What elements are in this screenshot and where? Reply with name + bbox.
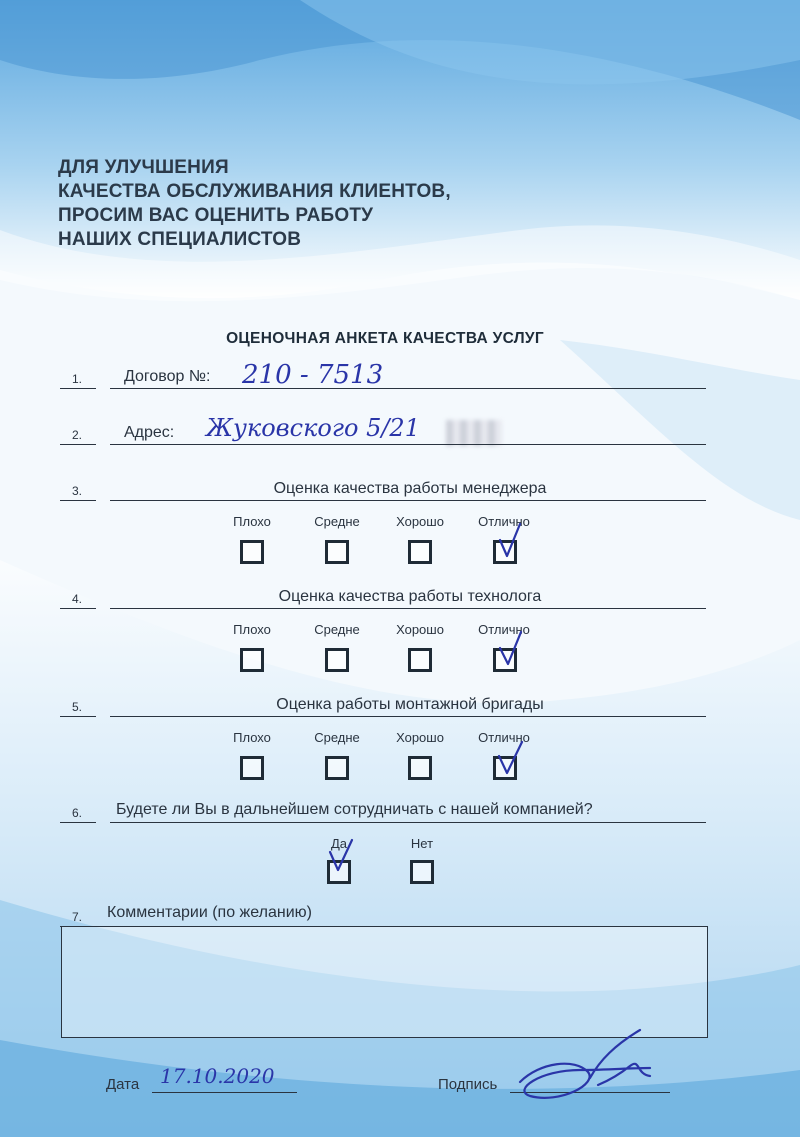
option-label: Плохо (233, 730, 271, 745)
number-underline (60, 388, 96, 389)
question-underline (110, 716, 706, 717)
checkbox-manager-bad[interactable] (240, 540, 264, 564)
field-number: 1. (72, 372, 83, 386)
option-label: Нет (410, 836, 434, 851)
header-line: ПРОСИМ ВАС ОЦЕНИТЬ РАБОТУ (58, 205, 374, 226)
question-manager-label: Оценка качества работы менеджера (273, 480, 547, 497)
checkbox-manager-excellent[interactable] (493, 540, 517, 564)
header-line: ДЛЯ УЛУЧШЕНИЯ (58, 157, 229, 178)
address-value[interactable]: Жуковского 5/21 (206, 414, 420, 442)
question-underline (110, 822, 706, 823)
contract-underline (110, 388, 706, 389)
question-number: 4. (72, 592, 83, 606)
field-number: 2. (72, 428, 83, 442)
contract-value[interactable]: 210 - 7513 (242, 360, 384, 390)
checkbox-installation-bad[interactable] (240, 756, 264, 780)
date-underline (152, 1092, 297, 1093)
signature-underline (510, 1092, 670, 1093)
option-label: Плохо (233, 622, 271, 637)
option-label: Средне (314, 622, 360, 637)
signature-label: Подпись (438, 1076, 498, 1093)
option-label: Хорошо (396, 622, 444, 637)
question-technologist-label: Оценка качества работы технолога (278, 588, 542, 605)
number-underline (60, 716, 96, 717)
question-number: 7. (72, 910, 83, 924)
checkbox-cooperation-yes[interactable] (327, 860, 351, 884)
option-label: Средне (314, 514, 360, 529)
option-label: Отлично (478, 514, 530, 529)
question-number: 5. (72, 700, 83, 714)
option-label: Плохо (233, 514, 271, 529)
question-number: 3. (72, 484, 83, 498)
number-underline (60, 822, 96, 823)
number-underline (60, 608, 96, 609)
contract-label: Договор №: (124, 368, 211, 385)
checkbox-installation-average[interactable] (325, 756, 349, 780)
option-label: Хорошо (396, 514, 444, 529)
question-number: 6. (72, 806, 83, 820)
option-label: Отлично (478, 730, 530, 745)
number-underline (60, 500, 96, 501)
option-label: Средне (314, 730, 360, 745)
address-underline (110, 444, 706, 445)
checkbox-manager-average[interactable] (325, 540, 349, 564)
checkbox-technologist-excellent[interactable] (493, 648, 517, 672)
option-label: Отлично (478, 622, 530, 637)
checkbox-technologist-average[interactable] (325, 648, 349, 672)
header-title (58, 156, 451, 252)
date-label: Дата (106, 1076, 140, 1093)
address-label: Адрес: (124, 424, 175, 441)
date-value[interactable]: 17.10.2020 (160, 1064, 275, 1088)
comments-textarea[interactable] (61, 926, 708, 1038)
checkbox-cooperation-no[interactable] (410, 860, 434, 884)
number-underline (60, 444, 96, 445)
form-title: ОЦЕНОЧНАЯ АНКЕТА КАЧЕСТВА УСЛУГ (226, 330, 544, 347)
option-label: Да (330, 836, 348, 851)
question-installation-label: Оценка работы монтажной бригады (276, 696, 544, 713)
header-line: НАШИХ СПЕЦИАЛИСТОВ (58, 229, 302, 250)
checkbox-technologist-good[interactable] (408, 648, 432, 672)
checkbox-technologist-bad[interactable] (240, 648, 264, 672)
checkbox-installation-good[interactable] (408, 756, 432, 780)
question-underline (110, 608, 706, 609)
question-underline (110, 500, 706, 501)
redacted-area (446, 420, 502, 446)
checkbox-manager-good[interactable] (408, 540, 432, 564)
option-label: Хорошо (396, 730, 444, 745)
question-cooperation-label: Будете ли Вы в дальнейшем сотрудничать с нашей компанией? (116, 801, 593, 818)
comments-label: Комментарии (по желанию) (107, 904, 312, 921)
checkbox-installation-excellent[interactable] (493, 756, 517, 780)
header-line: КАЧЕСТВА ОБСЛУЖИВАНИЯ КЛИЕНТОВ, (58, 181, 451, 202)
